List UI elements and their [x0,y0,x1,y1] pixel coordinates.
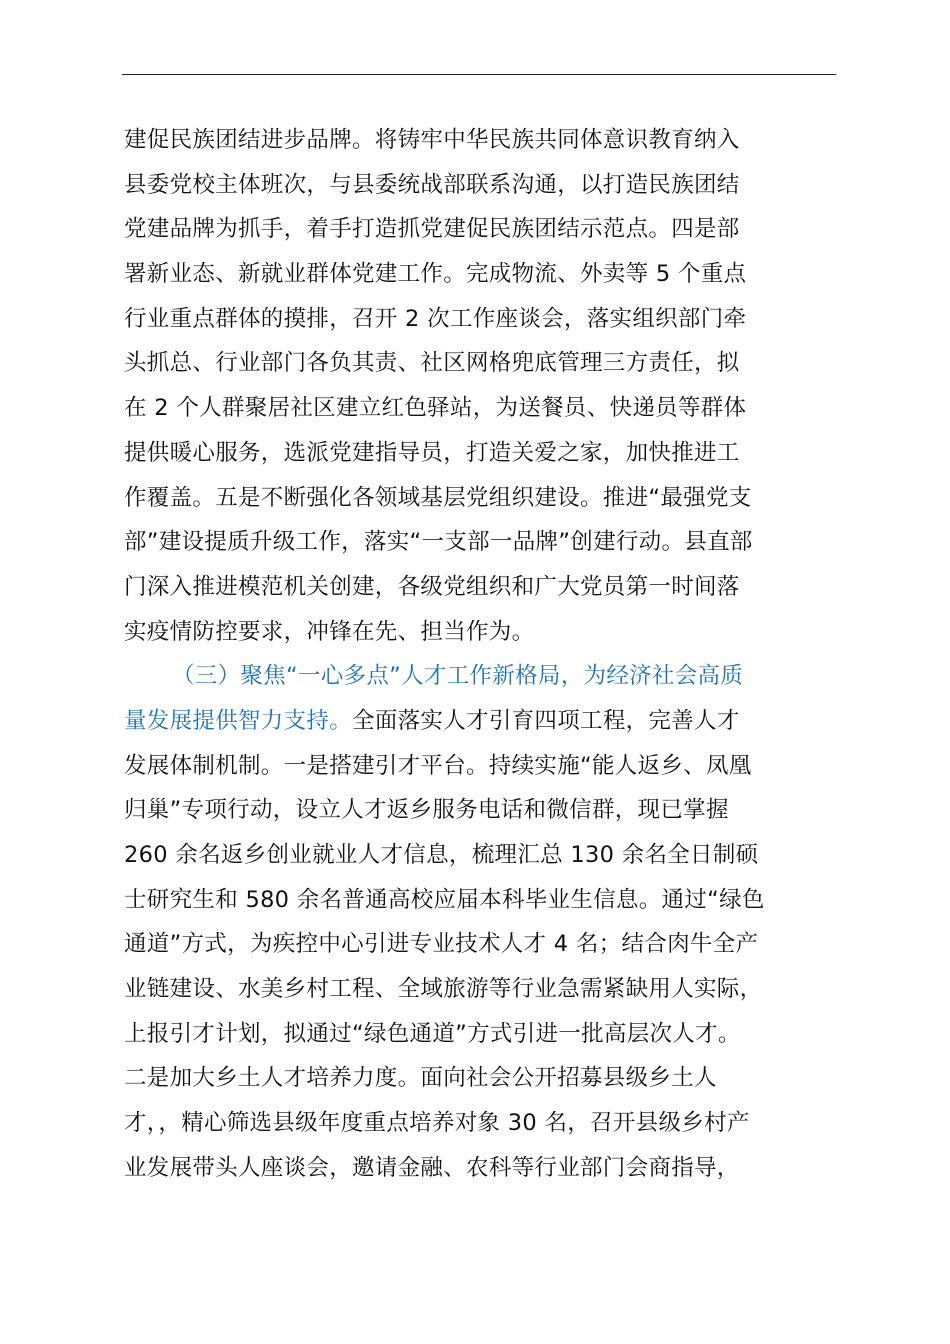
text-line: 门深入推进模范机关创建，各级党组织和广大党员第一时间落 [124,573,740,600]
section-heading-end: 量发展提供智力支持。 [124,707,353,734]
paragraph-2 [124,654,864,1190]
paragraph-1 [124,118,864,654]
text-line: 党建品牌为抓手，着手打造抓党建促民族团结示范点。四是部 [124,216,740,243]
text-line [124,699,864,744]
text-line: 头抓总、行业部门各负其责、社区网格兜底管理三方责任，拟 [124,350,740,377]
text-line: 署新业态、新就业群体党建工作。完成物流、外卖等 5 个重点 [124,261,747,288]
text-line: 260 余名返乡创业就业人才信息，梳理汇总 130 余名全日制硕 [124,842,759,868]
text-line: 作覆盖。五是不断强化各领域基层党组织建设。推进“最强党支 [124,484,752,511]
text-line: 部”建设提质升级工作，落实“一支部一品牌”创建行动。县直部 [124,529,753,556]
text-line: 才，，精心筛选县级年度重点培养对象 30 名，召开县级乡村产 [124,1110,750,1137]
text-line: 归巢”专项行动，设立人才返乡服务电话和微信群，现已掌握 [124,797,729,824]
header-rule [122,74,836,75]
text-line: 发展体制机制。一是搭建引才平台。持续实施“能人返乡、凤凰 [124,752,752,779]
text-line: 业链建设、水美乡村工程、全域旅游等行业急需紧缺用人实际， [124,976,763,1003]
text-line: 在 2 个人群聚居社区建立红色驿站，为送餐员、快递员等群体 [124,395,747,422]
text-line: 县委党校主体班次，与县委统战部联系沟通，以打造民族团结 [124,171,740,198]
section-heading-line: （三）聚焦“一心多点”人才工作新格局，为经济社会高质 [172,663,744,690]
document-body [124,118,864,1191]
text-run: 全面落实人才引育四项工程，完善人才 [352,707,740,734]
text-line: 提供暖心服务，选派党建指导员，打造关爱之家，加快推进工 [124,439,740,466]
text-line: 上报引才计划，拟通过“绿色通道”方式引进一批高层次人才。 [124,1020,741,1047]
text-line: 实疫情防控要求，冲锋在先、担当作为。 [124,618,535,645]
text-line: 通道”方式，为疾控中心引进专业技术人才 4 名；结合肉牛全产 [124,931,759,958]
text-line: 行业重点群体的摸排，召开 2 次工作座谈会，落实组织部门牵 [124,305,747,332]
text-line: 业发展带头人座谈会，邀请金融、农科等行业部门会商指导， [124,1154,740,1181]
text-line: 二是加大乡土人才培养力度。面向社会公开招募县级乡土人 [124,1065,717,1092]
text-line: 建促民族团结进步品牌。将铸牢中华民族共同体意识教育纳入 [124,127,740,153]
text-line: 士研究生和 580 余名普通高校应届本科毕业生信息。通过“绿色 [124,886,765,913]
